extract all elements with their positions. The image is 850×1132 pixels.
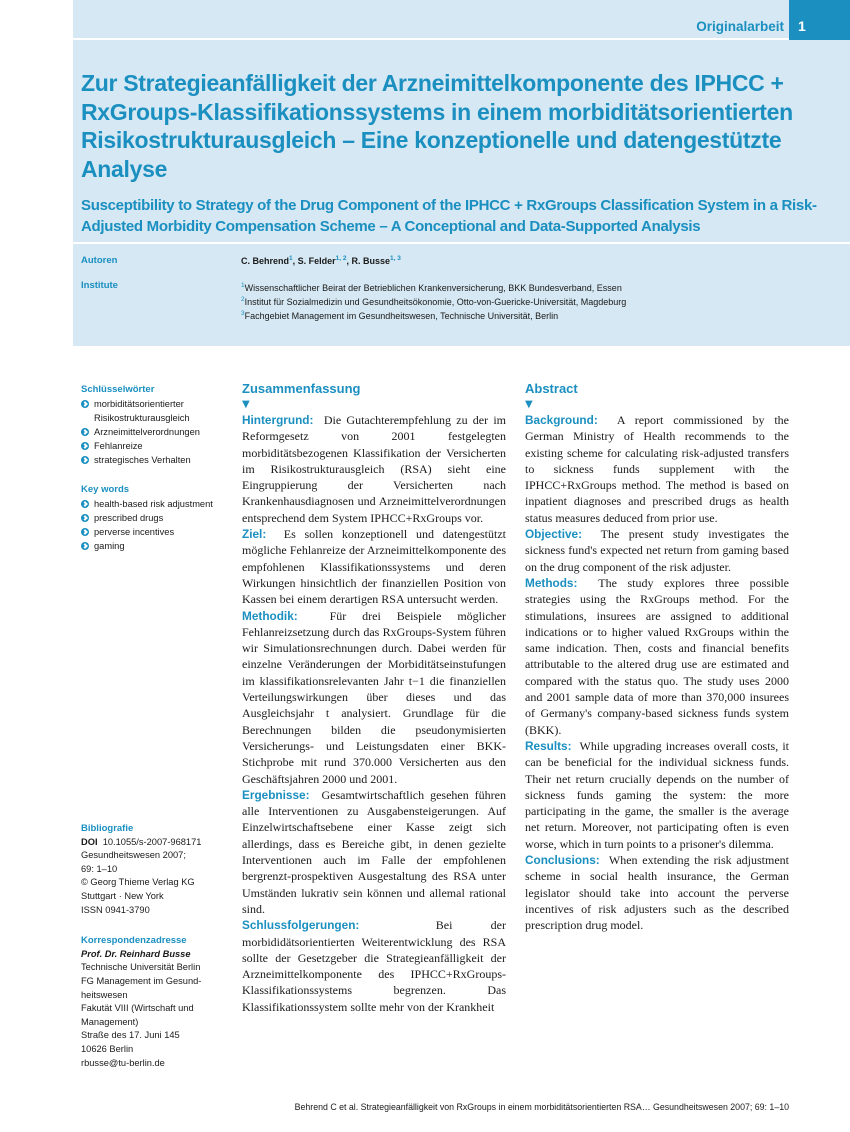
- doi-value[interactable]: 10.1055/s-2007-968171: [102, 836, 202, 847]
- institutes-label: Institute: [81, 280, 118, 291]
- address-line: Straße des 17. Juni 145: [81, 1030, 180, 1041]
- section-text: A report commissioned by the German Ministry of Health recommends to the existing scheme for calculating risk-adjusted transfers to sickness funds supplement with the IPHCC+RxGroups method. The method is based on inpatient diagnoses and prescribed drugs as health status measures deduced from prior use.: [525, 413, 789, 525]
- down-arrow-icon: ▼: [525, 399, 533, 410]
- publisher: © Georg Thieme Verlag KG: [81, 877, 195, 888]
- section-label: Conclusions:: [525, 853, 600, 868]
- author-list: C. Behrend$^1$, S. Felder$^{1, 2}$, R. Busse$^{1, 3}$: [241, 255, 401, 266]
- section-text: Gesamtwirtschaftlich gesehen führen alle Interventionen zu Ausgabensteigerungen. Auf Einzelwirtschaftsebene einer Kasse zeigt sich allerdings, dass es Bereiche gibt, in denen gezielte Interventionen auch im Falle der empfohlenen bergrenzt-prospektiven Ausgestaltung des RSA unter Umständen lukrativ sein können und allemal rational sind.: [242, 787, 506, 916]
- doi-line: [81, 836, 231, 850]
- issn: ISSN 0941-3790: [81, 904, 150, 915]
- section-label: Hintergrund:: [242, 413, 314, 427]
- abstract-german-heading: Zusammenfassung: [242, 381, 361, 396]
- abstract-english: [525, 381, 789, 934]
- section-text: While upgrading increases overall costs, it can be beneficial for the individual sickness funds. Their net return crucially depends on the number of sickness funds gaming the system: the more participating in the game, the smaller is the average net return. Moreover, not participating often is even worse, which in turn points to a prisoner's dilemma.: [525, 738, 789, 851]
- institute-list: [241, 280, 626, 322]
- author-affiliation: 1, 3: [390, 255, 401, 262]
- author-name: R. Busse: [351, 256, 391, 266]
- keyword-item: perverse incentives: [81, 525, 231, 539]
- keyword-item: morbiditätsorientierter Risikostrukturausgleich: [81, 397, 231, 425]
- down-arrow-icon: ▼: [242, 399, 250, 410]
- section-label: Methods:: [525, 575, 578, 590]
- section-label: Background:: [525, 413, 598, 427]
- section-text: Es sollen konzeptionell und datengestützt mögliche Fehlanreize der Arzneimittelkomponente des empfohlenen Klassifikationssystems und deren Wirkungen hinsichtlich der finanziellen Position von Kassen bei einem derartigen RSA untersucht werden.: [242, 527, 506, 607]
- journal-line: Gesundheitswesen 2007;: [81, 850, 186, 861]
- abstract-german-body: [242, 412, 506, 1015]
- header-divider: [73, 242, 850, 244]
- journal-pages: 69: 1–10: [81, 863, 118, 874]
- publisher-city: Stuttgart · New York: [81, 890, 164, 901]
- keywords-de-heading: Schlüsselwörter: [81, 384, 155, 395]
- section-label: Originalarbeit: [696, 19, 784, 34]
- email-link[interactable]: rbusse@tu-berlin.de: [81, 1057, 165, 1068]
- section-text: Für drei Beispiele möglicher Fehlanreizsetzung durch das RxGroups-System führen wir Simulationsrechnungen durch. Dabei werden für einzelne Veränderungen der Morbiditätseinstufungen im klassifikationsrelevanten Jahr t−1 die finanziellen Verteilungswirkungen über dieses und das Ausgleichsjahr t analysiert. Grundlage für die Berechnungen bilden die pseudonymisierten Versicherungs- und Leistungsdaten einer BKK-Stichprobe mit rund 370.000 Versicherten aus den Geschäftsjahren 2000 und 2001.: [242, 608, 507, 786]
- header-band: [73, 0, 850, 346]
- institute-item: [241, 308, 626, 322]
- section-label: Ziel:: [242, 527, 267, 542]
- title-german: Zur Strategieanfälligkeit der Arzneimittelkomponente des IPHCC + RxGroups-Klassifikationssystems in einem morbiditätsorientierten Risikostrukturausgleich – Eine konzeptionelle und datengestützte Analyse: [81, 70, 793, 182]
- page-number: 1: [789, 0, 850, 40]
- bibliography-heading: Bibliografie: [81, 823, 134, 834]
- title-english: Susceptibility to Strategy of the Drug Component of the IPHCC + RxGroups Classification System in a Risk-Adjusted Morbidity Compensation Scheme – A Conceptional and Data-Supported Analysis: [81, 197, 817, 235]
- institute-text: Fachgebiet Management im Gesundheitswesen, Technische Universität, Berlin: [244, 311, 559, 321]
- correspondence-name: Prof. Dr. Reinhard Busse: [81, 948, 191, 959]
- correspondence-heading: Korrespondenzadresse: [81, 935, 187, 947]
- section-text: Bei der morbididätsorientierten Weiterentwicklung des RSA sollte der Gesetzgeber die Strategieanfälligkeit der Arzneimittelkomponente des IPHCC+RxGroups-Klassifikationssystems begrenzen. Das Klassifikationssystem sollte mehr von der Krankheit: [242, 918, 506, 1014]
- institute-item: [241, 294, 626, 308]
- abstract-english-heading: Abstract: [525, 381, 578, 396]
- institute-number: 3: [241, 310, 245, 317]
- section-label: Schlussfolgerungen:: [242, 918, 360, 933]
- section-text: Die Gutachterempfehlung zu der im Reformgesetz von 2001 festgelegten morbiditätsbezogenen Klassifikation der Versicherten im Risikostrukturausgleich (RSA) sieht eine Eingruppierung der Versicherten nach Krankenhausdiagnosen und Arzneimittelverordnungen entsprechend dem System IPHCC+RxGroups vor.: [242, 413, 506, 525]
- keyword-item: gaming: [81, 539, 231, 553]
- address-line: Fakutät VIII (Wirtschaft und: [81, 1003, 194, 1014]
- keywords-sidebar: [81, 383, 231, 553]
- keywords-de-list: [81, 397, 231, 467]
- author-name: S. Felder: [297, 256, 336, 266]
- address-line: Management): [81, 1016, 139, 1027]
- section-text: When extending the risk adjustment scheme in social health insurance, the German legislator should take into account the perverse incentives of risk adjusters such as the described prescription drug model.: [525, 853, 789, 933]
- author-name: C. Behrend: [241, 256, 290, 266]
- top-strip: [73, 0, 850, 40]
- author-affiliation: 1, 2: [335, 255, 347, 262]
- keyword-item: Arzneimittelverordnungen: [81, 425, 231, 439]
- authors-label: Autoren: [81, 255, 118, 266]
- section-label: Objective:: [525, 527, 583, 542]
- keywords-en-heading: Key words: [81, 484, 130, 495]
- address-line: Technische Universität Berlin: [81, 962, 201, 973]
- institute-item: [241, 280, 626, 294]
- bibliography-block: [81, 822, 231, 1070]
- keyword-item: strategisches Verhalten: [81, 453, 231, 467]
- institute-text: Institut für Sozialmedizin und Gesundheitsökonomie, Otto-von-Guericke-Universität, Magdeburg: [244, 297, 627, 307]
- address-line: 10626 Berlin: [81, 1043, 134, 1054]
- address-line: heitswesen: [81, 989, 128, 1000]
- institute-number: 1: [241, 282, 245, 289]
- author-affiliation: 1: [289, 255, 293, 262]
- section-label: Results:: [525, 738, 572, 753]
- section-label: Methodik:: [242, 608, 298, 623]
- section-text: The study explores three possible strategies using the RxGroups method. For the stimulations, insurees are assigned to additional indications or to higher valued RxGroups within the same indication. Then, costs and financial benefits attributable to the altered drug use are estimated and compared with the status quo. The study uses 2000 and 2001 sample data of more than 370,000 insurees of Germany's company-based sickness funds system (BKK).: [525, 575, 789, 737]
- address-line: FG Management im Gesund-: [81, 975, 202, 986]
- keyword-item: Fehlanreize: [81, 439, 231, 453]
- keywords-en-list: [81, 497, 231, 553]
- footer-citation: Behrend C et al. Strategieanfälligkeit von RxGroups in einem morbiditätsorientierten RSA… Gesundheitswesen 2007; 69: 1–10: [294, 1102, 789, 1112]
- institute-text: Wissenschaftlicher Beirat der Betrieblichen Krankenversicherung, BKK Bundesverband, Essen: [244, 283, 622, 293]
- abstract-german: [242, 381, 506, 1015]
- doi-label: DOI: [81, 836, 98, 847]
- section-text: The present study investigates the sickness fund's expected net return from gaming based on the drug component of the risk adjuster.: [525, 527, 789, 574]
- keyword-item: prescribed drugs: [81, 511, 231, 525]
- keyword-item: health-based risk adjustment: [81, 497, 231, 511]
- abstract-english-body: [525, 412, 789, 934]
- institute-number: 2: [241, 296, 245, 303]
- section-label: Ergebnisse:: [242, 787, 310, 802]
